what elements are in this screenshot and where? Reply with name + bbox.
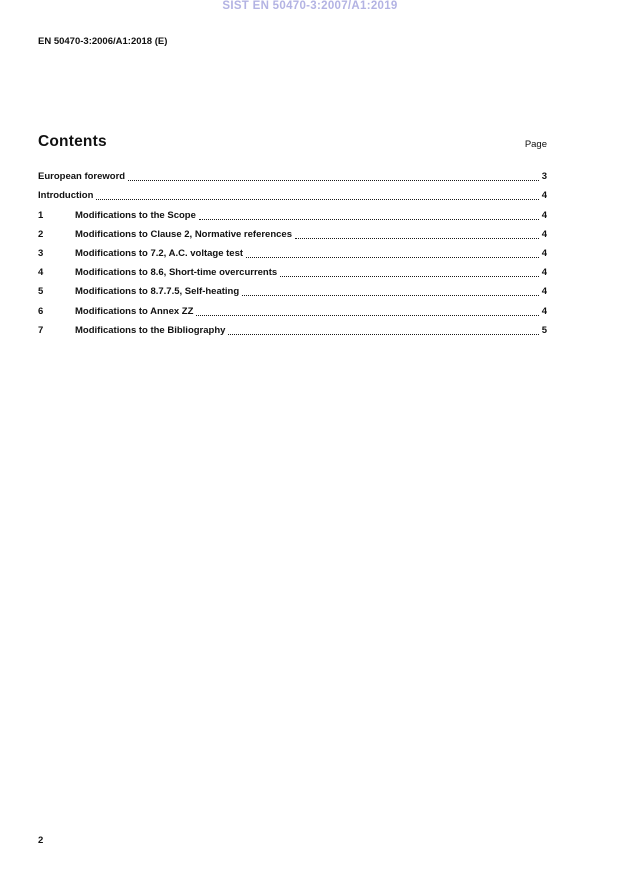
toc-entry-label: Modifications to Annex ZZ (75, 305, 194, 317)
toc-leader-dots (242, 295, 539, 296)
toc-entry-number: 7 (38, 324, 44, 336)
toc-entry-page: 4 (541, 228, 547, 240)
toc-leader-dots (196, 315, 538, 316)
document-reference: EN 50470-3:2006/A1:2018 (E) (38, 36, 168, 47)
toc-entry-number: 3 (38, 247, 44, 259)
contents-section (38, 133, 547, 337)
contents-title: Contents (38, 133, 107, 150)
toc-entry-page: 3 (541, 171, 547, 183)
toc-row (38, 202, 547, 221)
toc-entry-page: 4 (541, 247, 547, 259)
toc-entry-page: 4 (541, 286, 547, 298)
page-number: 2 (38, 835, 44, 846)
toc-row (38, 318, 547, 337)
toc-row (38, 164, 547, 183)
toc-entry-number: 5 (38, 286, 44, 298)
toc-leader-dots (96, 199, 538, 200)
toc-leader-dots (280, 276, 539, 277)
toc-entry-page: 4 (541, 267, 547, 279)
toc-entry-label: Modifications to Clause 2, Normative references (75, 228, 292, 240)
toc-row (38, 222, 547, 241)
toc-entry-label: Modifications to 7.2, A.C. voltage test (75, 247, 244, 259)
toc-leader-dots (246, 257, 539, 258)
toc-entry-page: 4 (541, 190, 547, 202)
toc-leader-dots (228, 334, 538, 335)
toc-leader-dots (199, 219, 539, 220)
toc-entry-label: Modifications to 8.7.7.5, Self-heating (75, 286, 240, 298)
toc-leader-dots (128, 180, 539, 181)
toc-entry-number: 6 (38, 305, 44, 317)
contents-header (38, 133, 547, 151)
toc-entry-page: 4 (541, 305, 547, 317)
toc-entry-label: Modifications to the Scope (75, 209, 196, 221)
toc-entry-label: Introduction (38, 190, 94, 202)
toc-entry-label: Modifications to 8.6, Short-time overcurrents (75, 267, 278, 279)
toc-list (38, 164, 547, 337)
toc-row (38, 241, 547, 260)
toc-entry-label: Modifications to the Bibliography (75, 324, 226, 336)
toc-row (38, 260, 547, 279)
toc-row (38, 279, 547, 298)
toc-row (38, 298, 547, 317)
toc-entry-number: 2 (38, 228, 44, 240)
toc-row (38, 183, 547, 202)
toc-entry-number: 1 (38, 209, 44, 221)
toc-entry-number: 4 (38, 267, 44, 279)
page-column-label: Page (524, 139, 547, 150)
toc-entry-page: 5 (541, 324, 547, 336)
toc-entry-label: European foreword (38, 171, 126, 183)
toc-entry-page: 4 (541, 209, 547, 221)
sist-watermark: SIST EN 50470-3:2007/A1:2019 (222, 0, 398, 12)
toc-leader-dots (295, 238, 539, 239)
